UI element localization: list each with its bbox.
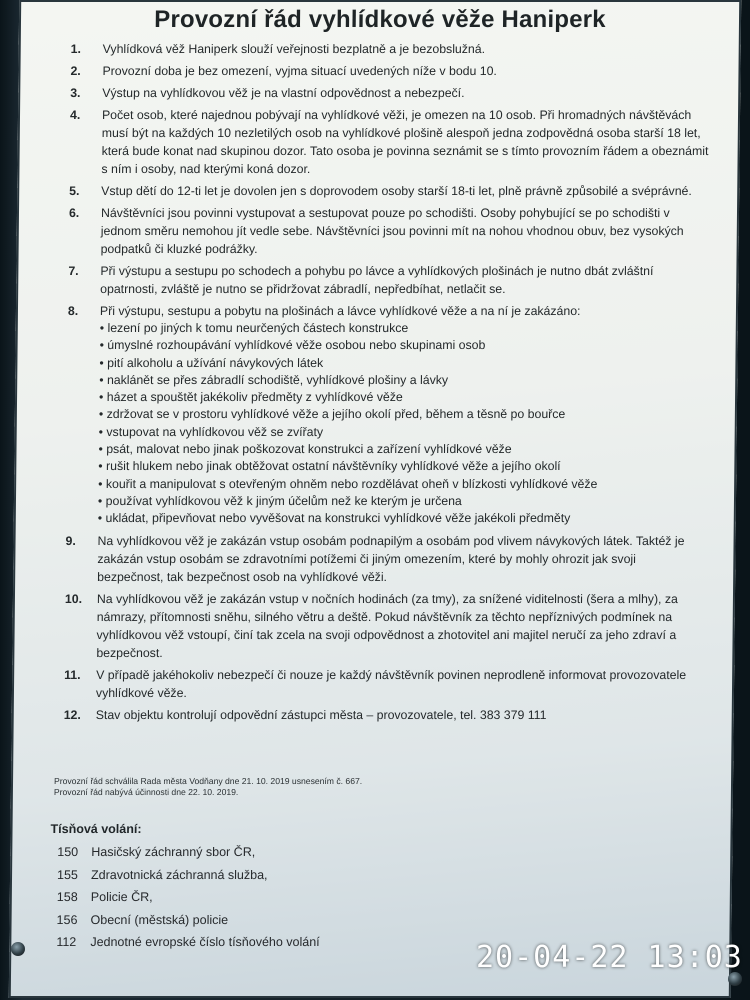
rule-number: 7. <box>68 264 79 278</box>
rule-text: Provozní doba je bez omezení, vyjma situací uvedených níže v bodu 10. <box>102 64 497 78</box>
emergency-label: Hasičský záchranný sbor ČR, <box>91 845 256 860</box>
rule-item <box>69 182 709 200</box>
rule-text: Výstup na vyhlídkovou věž je na vlastní odpovědnost a nebezpečí. <box>102 86 465 100</box>
rule-number: 12. <box>63 707 81 722</box>
rule-text: Vstup dětí do 12-ti let je dovolen jen s doprovodem osoby starší 18-ti let, plně právně způsobilé a svéprávné. <box>101 184 692 198</box>
rule-item <box>64 666 704 702</box>
emergency-code: 158 <box>56 890 78 905</box>
prohibited-item: • ukládat, připevňovat nebo vyvěšovat na konstrukci vyhlídkové věže jakékoli předměty <box>98 510 706 527</box>
rule-text: Při výstupu a sestupu po schodech a pohybu po lávce a vyhlídkových plošinách je nutno dbát zvláštní opatrnosti, zvláště je nutno se přidržovat zábradlí, nepředbíhat, netlačit se. <box>100 264 654 296</box>
rule-number: 9. <box>65 533 76 548</box>
emergency-list <box>56 841 320 954</box>
rule-number: 5. <box>69 184 80 198</box>
emergency-label: Policie ČR, <box>90 890 153 905</box>
prohibited-list <box>98 320 708 528</box>
emergency-row <box>57 864 321 887</box>
rule-number: 6. <box>68 206 80 220</box>
prohibited-item: • lezení po jiných k tomu neurčených částech konstrukce <box>100 320 708 337</box>
prohibited-item: • úmyslné rozhoupávání vyhlídkové věže osobou nebo skupinami osob <box>100 337 708 354</box>
emergency-row <box>57 841 321 864</box>
approval-line-2: Provozní řád nabývá účinnosti dne 22. 10. 2019. <box>53 787 239 797</box>
rule-item <box>64 706 704 724</box>
rule-text: Návštěvníci jsou povinni vystupovat a sestupovat pouze po schodišti. Osoby pohybující se po schodišti v jednom směru nemohou jít vedle sebe. Návštěvníci jsou povinni mít na nohou vhodnou obuv, bez vysokých podpatků či kluzké podrážky. <box>100 206 684 256</box>
emergency-code: 156 <box>56 912 78 927</box>
prohibited-item: • používat vyhlídkovou věž k jiným účelům než ke kterým je určena <box>98 493 706 510</box>
emergency-label: Zdravotnická záchranná služba, <box>90 867 268 882</box>
prohibited-item: • zdržovat se v prostoru vyhlídkové věže a jejího okolí před, během a těsně po bouřce <box>99 406 707 423</box>
emergency-row <box>56 931 320 954</box>
rule-item <box>65 532 706 586</box>
rule-text: Stav objektu kontrolují odpovědní zástupci města – provozovatele, tel. 383 379 111 <box>95 707 547 722</box>
rule-text: Při výstupu, sestupu a pobytu na plošinách a lávce vyhlídkové věže a na ní je zakázáno: <box>99 304 581 318</box>
emergency-code: 150 <box>57 845 79 860</box>
sign-title: Provozní řád vyhlídkové věže Haniperk <box>154 6 606 33</box>
rule-item <box>66 302 708 528</box>
rule-text: Na vyhlídkovou věž je zakázán vstup osobám podnapilým a osobám pod vlivem návykových látek. Taktéž je zakázán vstup osobám se zdravotními potížemi či jiným omezením, které by mohly ohrozit jak svoji bezpečnost, tak bezpečnost osob na vyhlídkové věži. <box>97 533 685 584</box>
rule-number: 8. <box>67 304 79 318</box>
rule-item <box>64 590 705 662</box>
emergency-label: Obecní (městská) policie <box>90 912 229 927</box>
prohibited-item: • psát, malovat nebo jinak poškozovat konstrukci a zařízení vyhlídkové věže <box>98 441 706 458</box>
prohibited-item: • házet a spouštět jakékoliv předměty z vyhlídkové věže <box>99 389 707 406</box>
rule-item <box>68 262 708 298</box>
rule-number: 11. <box>64 667 81 682</box>
rule-number: 10. <box>64 591 83 606</box>
emergency-label: Jednotné evropské číslo tísňového volání <box>90 935 320 950</box>
rule-number: 3. <box>70 86 81 100</box>
rule-text: V případě jakéhokoliv nebezpečí či nouze je každý návštěvník povinen neprodleně informovat provozovatele vyhlídkové věže. <box>95 667 687 700</box>
rule-item <box>69 204 710 258</box>
prohibited-item: • rušit hlukem nebo jinak obtěžovat ostatní návštěvníky vyhlídkové věže a jejího okolí <box>98 458 706 475</box>
photo-timestamp: 20-04-22 13:03 <box>476 940 743 975</box>
rule-number: 1. <box>70 42 82 56</box>
rules-list <box>64 40 711 728</box>
emergency-title: Tísňová volání: <box>50 822 142 836</box>
prohibited-item: • vstupovat na vyhlídkovou věž se zvířaty <box>99 424 707 441</box>
rules-sign <box>9 0 741 998</box>
prohibited-item: • naklánět se přes zábradlí schodiště, vyhlídkové plošiny a lávky <box>99 372 707 389</box>
rule-number: 4. <box>69 108 81 122</box>
rule-item <box>70 62 710 80</box>
rule-item <box>71 40 711 58</box>
rule-item <box>70 84 710 102</box>
rule-number: 2. <box>70 64 81 78</box>
emergency-code: 155 <box>56 867 78 882</box>
rule-text: Vyhlídková věž Haniperk slouží veřejnosti bezplatně a je bezobslužná. <box>102 42 486 56</box>
rule-text: Na vyhlídkovou věž je zakázán vstup v nočních hodinách (za tmy), za snížené viditelnosti (šera a mlhy), za námrazy, přítomnosti sněhu, silného větru a deště. Pokud návštěvník za těchto nepříznivých podmínek na vyhlídkovou věž vstoupí, činí tak zcela na svoji odpovědnost a zhotovitel ani majitel neručí za jeho zdraví a bezpečnost. <box>96 591 678 660</box>
emergency-row <box>57 886 321 909</box>
prohibited-item: • kouřit a manipulovat s otevřeným ohněm nebo rozdělávat oheň v blízkosti vyhlídkové věže <box>98 476 706 493</box>
approval-note <box>54 776 362 798</box>
prohibited-item: • pití alkoholu a užívání návykových látek <box>99 355 707 372</box>
emergency-row <box>56 909 320 932</box>
rule-item <box>69 106 710 178</box>
approval-line-1: Provozní řád schválila Rada města Vodňany dne 21. 10. 2019 usnesením č. 667. <box>53 776 363 786</box>
screw-icon <box>11 942 25 956</box>
rule-text: Počet osob, které najednou pobývají na vyhlídkové věži, je omezen na 10 osob. Při hromadných návštěvách musí být na každých 10 nezletilých osob na vyhlídkové plošině alespoň jedna zodpovědná osoba starší 18 let, která bude konat nad skupinou dozor. Tato osoba je povinna seznámit se s tímto provozním řádem a obeznámit s ním i osoby, nad kterými koná dozor. <box>101 108 709 176</box>
emergency-code: 112 <box>56 935 77 950</box>
